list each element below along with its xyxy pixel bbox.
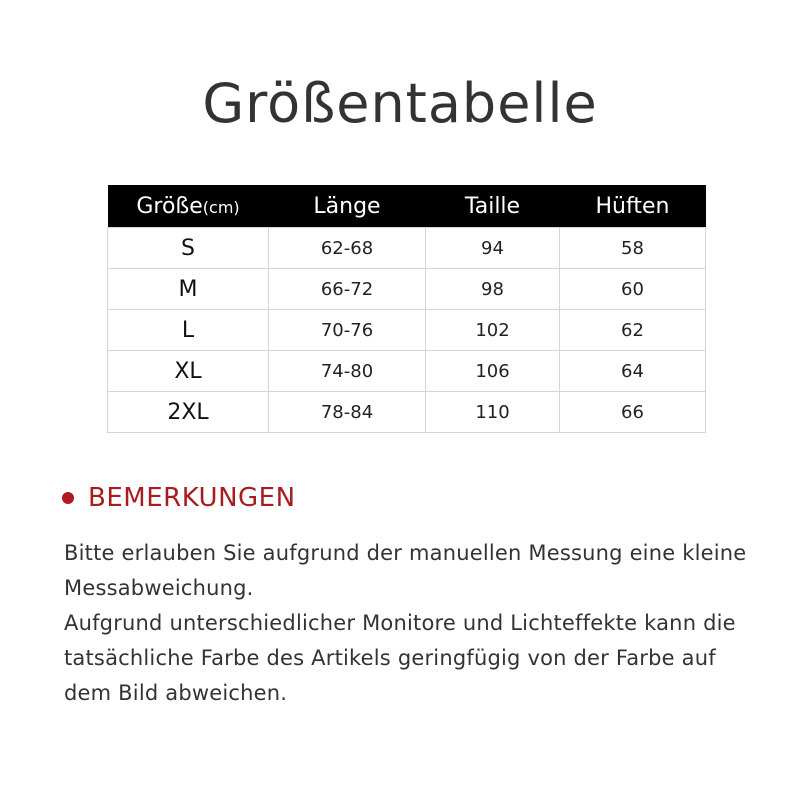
size-cell: S	[108, 228, 269, 269]
length-cell: 70-76	[269, 310, 426, 351]
size-cell: XL	[108, 351, 269, 392]
hips-cell: 64	[560, 351, 706, 392]
size-cell: M	[108, 269, 269, 310]
header-size-label: Größe	[136, 193, 203, 219]
length-cell: 78-84	[269, 392, 426, 433]
hips-cell: 60	[560, 269, 706, 310]
waist-cell: 106	[426, 351, 560, 392]
header-hips: Hüften	[560, 185, 706, 228]
header-size-unit: (cm)	[202, 197, 240, 217]
page-title: Größentabelle	[202, 72, 598, 135]
table-row	[108, 351, 706, 392]
notes-body	[64, 536, 764, 711]
header-length: Länge	[269, 185, 426, 228]
notes-paragraph: Bitte erlauben Sie aufgrund der manuellen Messung eine kleine Messabweichung.	[64, 541, 747, 600]
notes-heading	[62, 480, 296, 516]
waist-cell: 98	[426, 269, 560, 310]
table-row	[108, 392, 706, 433]
notes-paragraph: Aufgrund unterschiedlicher Monitore und Lichteffekte kann die tatsächliche Farbe des Artikels geringfügig von der Farbe auf dem Bild abweichen.	[64, 611, 736, 705]
length-cell: 62-68	[269, 228, 426, 269]
waist-cell: 110	[426, 392, 560, 433]
bullet-icon	[62, 492, 74, 504]
table-header-row	[108, 185, 706, 228]
hips-cell: 66	[560, 392, 706, 433]
waist-cell: 102	[426, 310, 560, 351]
length-cell: 74-80	[269, 351, 426, 392]
hips-cell: 62	[560, 310, 706, 351]
table-row	[108, 310, 706, 351]
waist-cell: 94	[426, 228, 560, 269]
hips-cell: 58	[560, 228, 706, 269]
header-waist: Taille	[426, 185, 560, 228]
length-cell: 66-72	[269, 269, 426, 310]
table-row	[108, 269, 706, 310]
table-row	[108, 228, 706, 269]
header-size	[108, 185, 269, 228]
size-cell: 2XL	[108, 392, 269, 433]
size-cell: L	[108, 310, 269, 351]
notes-heading-text: BEMERKUNGEN	[88, 483, 296, 513]
size-table	[107, 185, 706, 433]
